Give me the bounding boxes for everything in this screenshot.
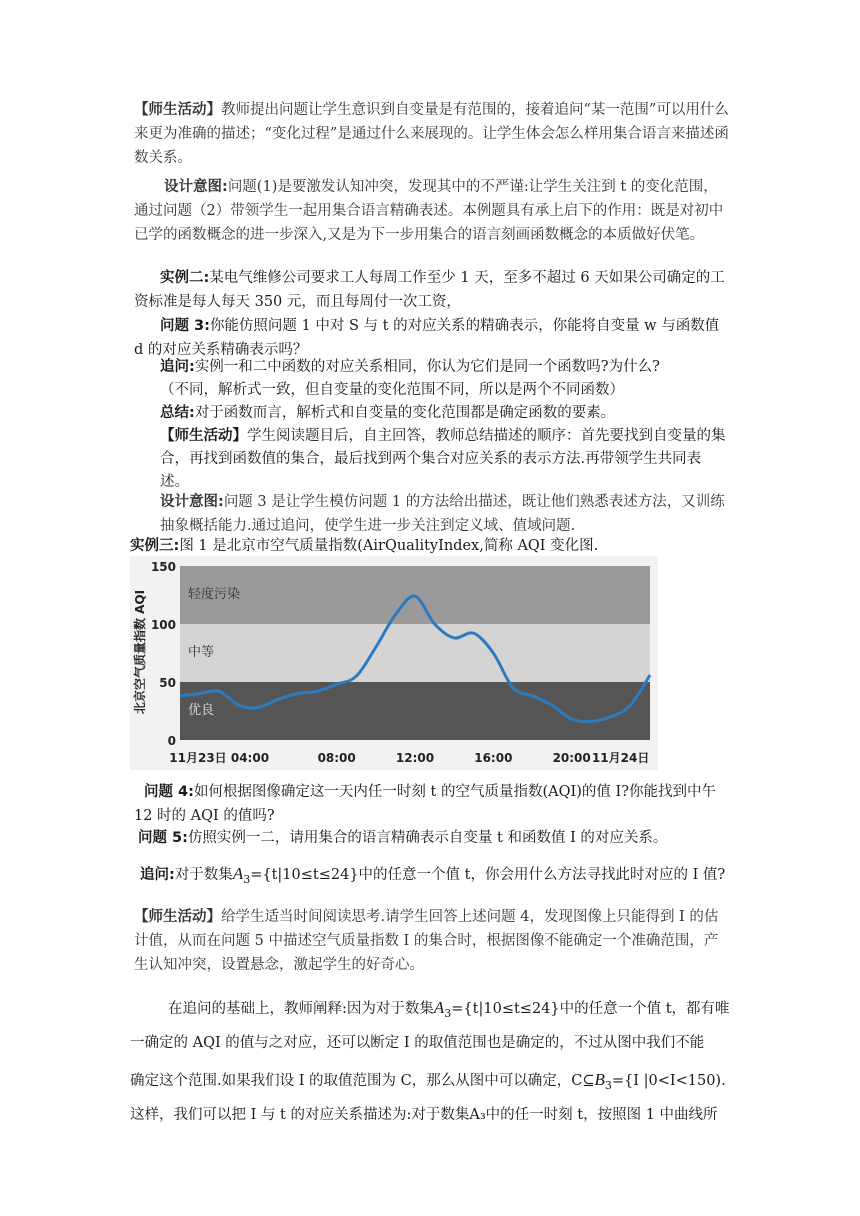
aqi-chart	[130, 556, 658, 770]
y-axis-label: 北京空气质量指数 AQI	[133, 589, 147, 715]
x-tick-label: 12:00	[395, 751, 435, 765]
example-two: 实例二:某电气维修公司要求工人每周工作至少 1 天，至多不超过 6 天如果公司确定的工资标准是每人每天 350 元，而且每周付一次工资，	[134, 270, 725, 310]
question-label: 问题 3:	[160, 318, 210, 334]
activity-label: 【师生活动】	[134, 909, 221, 925]
teacher-student-activity-1: 【师生活动】教师提出问题让学生意识到自变量是有范围的，接着追问“某一范围”可以用什么来更为准确的描述；“变化过程”是通过什么来展现的。让学生体会怎么样用集合语言来描述函数关系。	[134, 102, 729, 166]
y-tick-label: 0	[167, 734, 176, 748]
example-label: 实例二:	[160, 270, 210, 286]
band-0	[180, 682, 650, 740]
answer-1: （不同，解析式一致，但自变量的变化范围不同，所以是两个不同函数）	[160, 382, 624, 398]
x-tick-label: 11月23日 04:00	[169, 751, 270, 765]
band-label-2: 轻度污染	[188, 587, 241, 602]
x-tick-label: 11月24日	[591, 751, 650, 765]
example-label: 实例三:	[130, 538, 180, 554]
x-tick-label: 16:00	[474, 751, 513, 765]
teacher-student-activity-2: 【师生活动】学生阅读题目后，自主回答，教师总结描述的顺序：首先要找到自变量的集合，再找到函数值的集合，最后找到两个集合对应关系的表示方法.再带领学生共同表述。	[160, 428, 726, 490]
band-1	[180, 624, 650, 682]
design-label: 设计意图:	[160, 494, 224, 510]
summary: 总结:对于函数而言，解析式和自变量的变化范围都是确定函数的要素。	[160, 405, 616, 421]
summary-label: 总结:	[160, 405, 195, 421]
activity-label: 【师生活动】	[134, 102, 221, 118]
question-5: 问题 5:仿照实例一二，请用集合的语言精确表示自变量 t 和函数值 I 的对应关系。	[138, 830, 668, 846]
y-tick-label: 100	[150, 618, 176, 632]
band-label-0: 优良	[188, 703, 215, 718]
x-tick-label: 08:00	[317, 751, 356, 765]
question-label: 问题 5:	[138, 830, 188, 846]
y-tick-label: 150	[150, 560, 176, 574]
aqi-chart-svg	[130, 556, 658, 770]
design-intent-1: 设计意图:问题(1)是要激发认知冲突，发现其中的不严谨:让学生关注到 t 的变化范围，通过问题（2）带领学生一起用集合语言精确表述。本例题具有承上启下的作用：既是对初中已学的函数概念的进一步深入,又是为下一步用集合的语言刻画函数概念的本质做好伏笔。	[134, 179, 724, 243]
design-label: 设计意图:	[164, 179, 228, 195]
teacher-student-activity-3: 【师生活动】给学生适当时间阅读思考.请学生回答上述问题 4，发现图像上只能得到 I 的估计值，从而在问题 5 中描述空气质量指数 I 的集合时，根据图像不能确定一个准确范围，产生认知冲突，设置悬念，激起学生的好奇心。	[134, 909, 719, 973]
question-4: 问题 4:如何根据图像确定这一天内任一时刻 t 的空气质量指数(AQI)的值 I?你能找到中午 12 时的 AQI 的值吗?	[134, 784, 716, 824]
document-page: 【师生活动】教师提出问题让学生意识到自变量是有范围的，接着追问“某一范围”可以用什么来更为准确的描述；“变化过程”是通过什么来展现的。让学生体会怎么样用集合语言来描述函数关系。 设计意图:问题(1)是要激发认知冲突，发现其中的不严谨:让学生关注到 t 的变化范围，通过问题（2）带领学生一起用集合语言精确表述。本例题具有承上启下的作用：既是对初中已学的函数概念的进一步深入,又是为下一步用集合的语言刻画函数概念的本质做好伏笔。 实例二:某电气维修公司要求工人每周工作至少 1 天，至多不超过 6 天如果公司确定的工资标准是每人每天 350 元，而且每周付一次工资， 问题 3:你能仿照问题 1 中对 S 与 t 的对应关系的精确表示，你能将自变量 w 与函数值 d 的对应关系精确表示吗？ 追问:实例一和二中函数的对应关系相同，你认为它们是同一个函数吗?为什么? （不同，解析式一致，但自变量的变化范围不同，所以是两个不同函数） 总结:对于函数而言，解析式和自变量的变化范围都是确定函数的要素。 【师生活动】学生阅读题目后，自主回答，教师总结描述的顺序：首先要找到自变量的集合，再找到函数值的集合，最后找到两个集合对应关系的表示方法.再带领学生共同表述。 设计意图:问题 3 是让学生模仿问题 1 的方法给出描述，既让他们熟悉表述方法，又训练抽象概括能力.通过追问，使学生进一步关注到定义域、值域问题. 实例三:图 1 是北京市空气质量指数(AirQualityIndex,简称 AQI 变化图. 北京空气质量指数 AQI 0 50 100 150 11月23日 04:00 08:00 12:00 16:00 20:00 11月24日 优良 中等 轻度污染 问题 4:如何根据图像确定这一天内任一时刻 t 的空气质量指数(AQI)的值 I?你能找到中午 12 时的 AQI 的值吗? 问题 5:仿照实例一二，请用集合的语言精确表示自变量 t 和函数值 I 的对应关系。 追问:对于数集$A_3=\{t|10\le t\le 24\}$中的任意一个值 t，你会用什么方法寻找此时对应的 I 值? 【师生活动】给学生适当时间阅读思考.请学生回答上述问题 4，发现图像上只能得到 I 的估计值，从而在问题 5 中描述空气质量指数 I 的集合时，根据图像不能确定一个准确范围，产生认知冲突，设置悬念，激起学生的好奇心。 在追问的基础上，教师阐释:因为对于数集$A_3=\{t|10\le t\le 24\}$中的任意一个值 t，都有唯 一确定的 AQI 的值与之对应，还可以断定 I 的取值范围也是确定的，不过从图中我们不能 确定这个范围.如果我们设 I 的取值范围为 C，那么从图中可以确定，$C⊆B_3=\{I$ |0<I<150). 这样，我们可以把 I 与 t 的对应关系描述为:对于数集A₃中的任一时刻 t，按照图 1 中曲线所	[0, 0, 860, 1216]
question-label: 问题 4:	[144, 784, 194, 800]
x-tick-label: 20:00	[552, 751, 591, 765]
band-label-1: 中等	[188, 645, 215, 660]
activity-label: 【师生活动】	[160, 428, 247, 444]
followup-1: 追问:实例一和二中函数的对应关系相同，你认为它们是同一个函数吗?为什么?	[160, 359, 660, 375]
y-tick-label: 50	[159, 676, 176, 690]
design-intent-2: 设计意图:问题 3 是让学生模仿问题 1 的方法给出描述，既让他们熟悉表述方法，又训练抽象概括能力.通过追问，使学生进一步关注到定义域、值域问题.	[160, 494, 725, 534]
followup-label: 追问:	[140, 867, 175, 883]
followup-label: 追问:	[160, 359, 195, 375]
followup-2: 追问:对于数集$A_3=\{t|10\le t\le 24\}$中的任意一个值 t，你会用什么方法寻找此时对应的 I 值?	[140, 864, 726, 886]
question-3: 问题 3:你能仿照问题 1 中对 S 与 t 的对应关系的精确表示，你能将自变量 w 与函数值 d 的对应关系精确表示吗？	[134, 318, 720, 358]
example-three: 实例三:图 1 是北京市空气质量指数(AirQualityIndex,简称 AQI 变化图.	[130, 538, 599, 554]
